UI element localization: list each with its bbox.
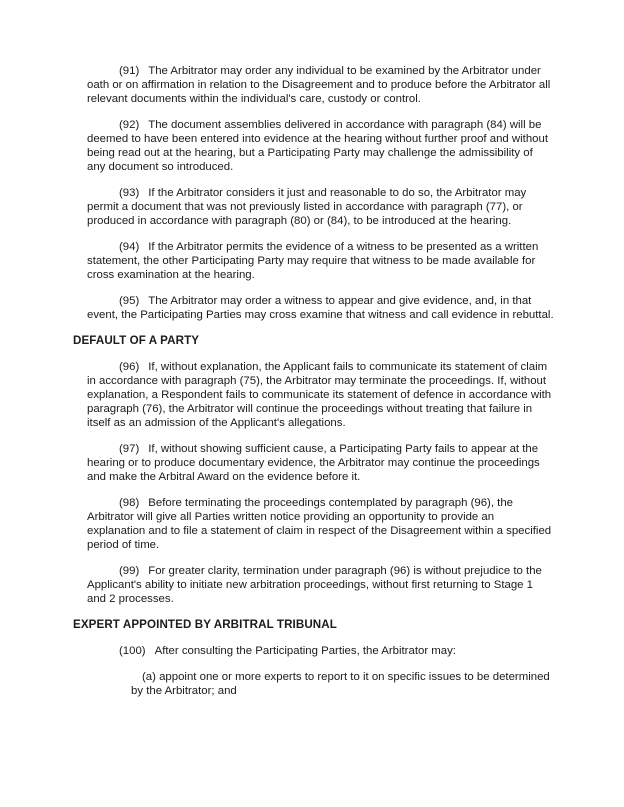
paragraph-text: The Arbitrator may order a witness to appear and give evidence, and, in that event, the Participating Parties may cross examine that witness and call evidence in rebuttal.: [87, 295, 554, 321]
sub-item: (a) appoint one or more experts to report to it on specific issues to be determined by the Arbitrator; and: [131, 671, 550, 697]
paragraph-number: (97): [119, 443, 140, 455]
paragraph-number: (91): [119, 65, 140, 77]
numbered-paragraph: [87, 118, 554, 174]
paragraph-number: (96): [119, 361, 140, 373]
numbered-paragraph: [87, 360, 554, 430]
paragraph-number: (100): [119, 645, 146, 657]
paragraph-number: (93): [119, 187, 140, 199]
paragraph-text: If the Arbitrator considers it just and reasonable to do so, the Arbitrator may permit a document that was not previously listed in accordance with paragraph (77), or produced in accordance with paragraph (80) or (84), to be introduced at the hearing.: [87, 187, 527, 227]
paragraph-number: (94): [119, 241, 140, 253]
numbered-paragraph: [87, 496, 554, 552]
paragraph-text: If, without showing sufficient cause, a Participating Party fails to appear at the hearing or to produce documentary evidence, the Arbitrator may continue the proceedings and make the Arbitral Award on the evidence before it.: [87, 443, 540, 483]
paragraph-text: If, without explanation, the Applicant fails to communicate its statement of claim in accordance with paragraph (75), the Arbitrator may terminate the proceedings. If, without explanation, a Respondent fails to communicate its statement of defence in accordance with paragraph (76), the Arbitrator will continue the proceedings without treating that failure in itself as an admission of the Applicant's allegations.: [87, 361, 552, 429]
paragraph-text: If the Arbitrator permits the evidence of a witness to be presented as a written statement, the other Participating Party may require that witness to be made available for cross examination at the hearing.: [87, 241, 539, 281]
numbered-paragraph: [87, 442, 554, 484]
numbered-paragraph: [87, 186, 554, 228]
paragraph-text: For greater clarity, termination under paragraph (96) is without prejudice to the Applicant's ability to initiate new arbitration proceedings, without first returning to Stage 1 and 2 processes.: [87, 565, 542, 605]
section-heading: DEFAULT OF A PARTY: [73, 334, 200, 347]
numbered-paragraph: [87, 64, 554, 106]
paragraph-number: (99): [119, 565, 140, 577]
paragraph-text: Before terminating the proceedings contemplated by paragraph (96), the Arbitrator will give all Parties written notice providing an opportunity to provide an explanation and to file a statement of claim in respect of the Disagreement within a specified period of time.: [87, 497, 552, 551]
numbered-paragraph: [87, 294, 554, 322]
paragraph-number: (98): [119, 497, 140, 509]
section-heading: EXPERT APPOINTED BY ARBITRAL TRIBUNAL: [73, 618, 337, 631]
paragraph-number: (95): [119, 295, 140, 307]
numbered-paragraph: [87, 564, 554, 606]
numbered-paragraph: [87, 240, 554, 282]
paragraph-text: The Arbitrator may order any individual to be examined by the Arbitrator under oath or on affirmation in relation to the Disagreement and to produce before the Arbitrator all relevant documents within the individual's care, custody or control.: [87, 65, 551, 105]
paragraph-text: The document assemblies delivered in accordance with paragraph (84) will be deemed to have been entered into evidence at the hearing without further proof and without being read out at the hearing, but a Participating Party may challenge the admissibility of any document so introduced.: [87, 119, 549, 173]
paragraph-text: After consulting the Participating Parties, the Arbitrator may:: [154, 645, 456, 657]
paragraph-number: (92): [119, 119, 140, 131]
numbered-paragraph: [87, 644, 554, 658]
